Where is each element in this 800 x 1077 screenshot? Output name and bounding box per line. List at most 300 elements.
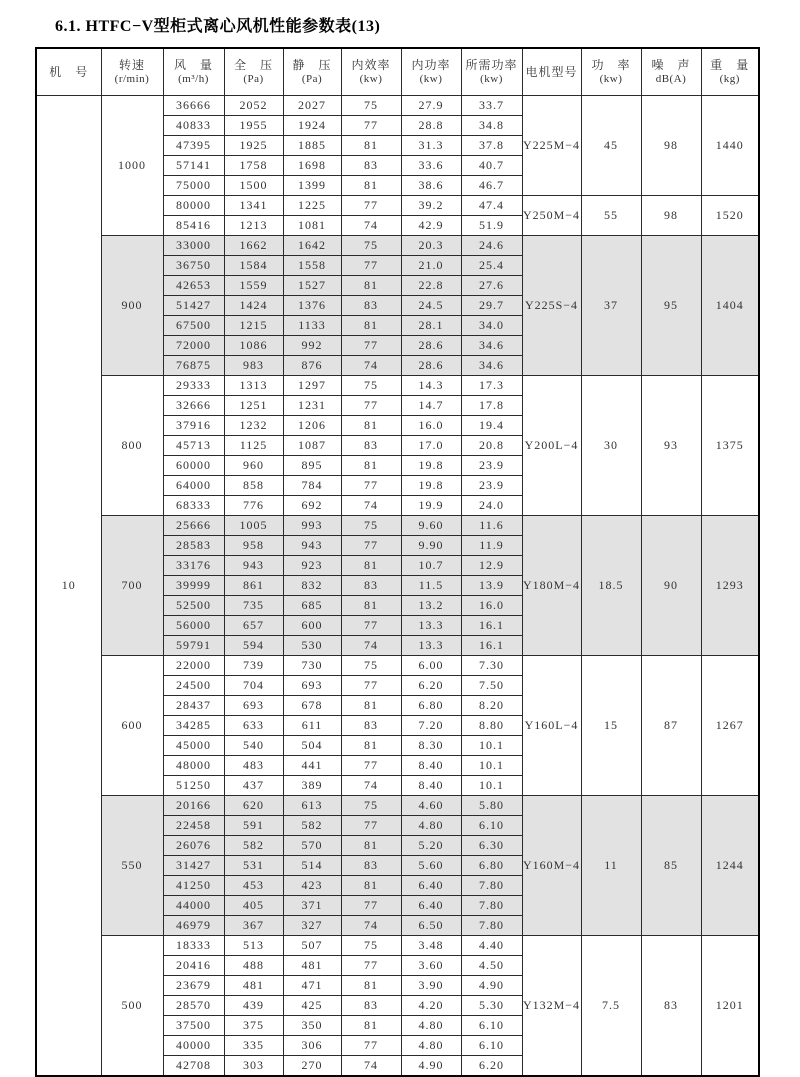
cell-flow: 24500 xyxy=(163,676,224,696)
cell-static-pressure: 514 xyxy=(283,856,341,876)
cell-static-pressure: 389 xyxy=(283,776,341,796)
cell-flow: 67500 xyxy=(163,316,224,336)
cell-speed: 900 xyxy=(101,236,163,376)
cell-static-pressure: 582 xyxy=(283,816,341,836)
cell-noise: 90 xyxy=(641,516,701,656)
cell-efficiency: 83 xyxy=(341,856,401,876)
cell-internal-power: 38.6 xyxy=(401,176,461,196)
cell-required-power: 24.0 xyxy=(461,496,522,516)
cell-noise: 98 xyxy=(641,196,701,236)
cell-weight: 1440 xyxy=(701,96,759,196)
fan-table-body xyxy=(36,48,759,1076)
cell-motor-model: Y132M−4 xyxy=(522,936,581,1077)
cell-efficiency: 83 xyxy=(341,436,401,456)
cell-internal-power: 28.1 xyxy=(401,316,461,336)
cell-static-pressure: 423 xyxy=(283,876,341,896)
cell-internal-power: 4.60 xyxy=(401,796,461,816)
cell-flow: 26076 xyxy=(163,836,224,856)
cell-motor-power: 30 xyxy=(581,376,641,516)
cell-total-pressure: 1500 xyxy=(224,176,283,196)
cell-efficiency: 74 xyxy=(341,496,401,516)
cell-internal-power: 6.40 xyxy=(401,876,461,896)
cell-efficiency: 77 xyxy=(341,616,401,636)
cell-required-power: 16.0 xyxy=(461,596,522,616)
cell-efficiency: 77 xyxy=(341,896,401,916)
col-header-total-pressure: 全 压 (Pa) xyxy=(224,48,283,96)
cell-required-power: 12.9 xyxy=(461,556,522,576)
cell-static-pressure: 1642 xyxy=(283,236,341,256)
cell-efficiency: 81 xyxy=(341,1016,401,1036)
cell-motor-model: Y160L−4 xyxy=(522,656,581,796)
cell-static-pressure: 692 xyxy=(283,496,341,516)
cell-flow: 48000 xyxy=(163,756,224,776)
cell-efficiency: 75 xyxy=(341,516,401,536)
cell-internal-power: 4.80 xyxy=(401,816,461,836)
cell-internal-power: 14.7 xyxy=(401,396,461,416)
col-header-machine-no: 机 号 xyxy=(36,48,101,96)
cell-static-pressure: 1399 xyxy=(283,176,341,196)
cell-static-pressure: 471 xyxy=(283,976,341,996)
cell-noise: 87 xyxy=(641,656,701,796)
cell-efficiency: 81 xyxy=(341,176,401,196)
cell-required-power: 11.9 xyxy=(461,536,522,556)
cell-flow: 37916 xyxy=(163,416,224,436)
cell-total-pressure: 531 xyxy=(224,856,283,876)
cell-total-pressure: 439 xyxy=(224,996,283,1016)
cell-internal-power: 9.90 xyxy=(401,536,461,556)
col-header-noise: 噪 声 dB(A) xyxy=(641,48,701,96)
cell-total-pressure: 1559 xyxy=(224,276,283,296)
col-header-required-power: 所需功率 (kw) xyxy=(461,48,522,96)
cell-total-pressure: 1086 xyxy=(224,336,283,356)
cell-flow: 18333 xyxy=(163,936,224,956)
cell-required-power: 24.6 xyxy=(461,236,522,256)
cell-internal-power: 4.20 xyxy=(401,996,461,1016)
cell-efficiency: 75 xyxy=(341,96,401,116)
cell-internal-power: 6.00 xyxy=(401,656,461,676)
cell-static-pressure: 923 xyxy=(283,556,341,576)
cell-flow: 28437 xyxy=(163,696,224,716)
cell-flow: 44000 xyxy=(163,896,224,916)
cell-internal-power: 42.9 xyxy=(401,216,461,236)
cell-static-pressure: 441 xyxy=(283,756,341,776)
cell-efficiency: 74 xyxy=(341,916,401,936)
cell-efficiency: 77 xyxy=(341,476,401,496)
cell-flow: 41250 xyxy=(163,876,224,896)
cell-noise: 83 xyxy=(641,936,701,1077)
cell-motor-model: Y160M−4 xyxy=(522,796,581,936)
cell-required-power: 27.6 xyxy=(461,276,522,296)
cell-internal-power: 14.3 xyxy=(401,376,461,396)
cell-motor-model: Y180M−4 xyxy=(522,516,581,656)
cell-internal-power: 39.2 xyxy=(401,196,461,216)
cell-static-pressure: 270 xyxy=(283,1056,341,1077)
cell-internal-power: 11.5 xyxy=(401,576,461,596)
cell-static-pressure: 730 xyxy=(283,656,341,676)
cell-total-pressure: 594 xyxy=(224,636,283,656)
cell-required-power: 16.1 xyxy=(461,636,522,656)
table-row xyxy=(36,656,759,676)
cell-required-power: 17.3 xyxy=(461,376,522,396)
cell-required-power: 8.80 xyxy=(461,716,522,736)
cell-motor-power: 45 xyxy=(581,96,641,196)
cell-static-pressure: 1558 xyxy=(283,256,341,276)
cell-speed: 550 xyxy=(101,796,163,936)
cell-efficiency: 81 xyxy=(341,316,401,336)
cell-efficiency: 83 xyxy=(341,716,401,736)
cell-static-pressure: 693 xyxy=(283,676,341,696)
cell-total-pressure: 582 xyxy=(224,836,283,856)
cell-total-pressure: 1125 xyxy=(224,436,283,456)
cell-total-pressure: 1251 xyxy=(224,396,283,416)
cell-total-pressure: 1232 xyxy=(224,416,283,436)
cell-required-power: 5.30 xyxy=(461,996,522,1016)
cell-required-power: 4.50 xyxy=(461,956,522,976)
cell-internal-power: 5.60 xyxy=(401,856,461,876)
cell-internal-power: 4.90 xyxy=(401,1056,461,1077)
cell-internal-power: 4.80 xyxy=(401,1036,461,1056)
table-row xyxy=(36,936,759,956)
cell-noise: 98 xyxy=(641,96,701,196)
cell-speed: 1000 xyxy=(101,96,163,236)
cell-static-pressure: 876 xyxy=(283,356,341,376)
cell-flow: 59791 xyxy=(163,636,224,656)
cell-total-pressure: 591 xyxy=(224,816,283,836)
cell-required-power: 34.6 xyxy=(461,336,522,356)
col-header-motor-model: 电机型号 xyxy=(522,48,581,96)
cell-flow: 28570 xyxy=(163,996,224,1016)
cell-required-power: 5.80 xyxy=(461,796,522,816)
cell-internal-power: 16.0 xyxy=(401,416,461,436)
cell-internal-power: 6.40 xyxy=(401,896,461,916)
cell-static-pressure: 993 xyxy=(283,516,341,536)
cell-required-power: 7.80 xyxy=(461,896,522,916)
cell-total-pressure: 483 xyxy=(224,756,283,776)
cell-flow: 42653 xyxy=(163,276,224,296)
cell-internal-power: 10.7 xyxy=(401,556,461,576)
cell-flow: 23679 xyxy=(163,976,224,996)
cell-total-pressure: 437 xyxy=(224,776,283,796)
cell-motor-power: 18.5 xyxy=(581,516,641,656)
cell-efficiency: 75 xyxy=(341,796,401,816)
cell-flow: 52500 xyxy=(163,596,224,616)
cell-efficiency: 75 xyxy=(341,376,401,396)
cell-speed: 500 xyxy=(101,936,163,1077)
cell-total-pressure: 693 xyxy=(224,696,283,716)
table-row xyxy=(36,96,759,116)
cell-efficiency: 77 xyxy=(341,336,401,356)
cell-weight: 1520 xyxy=(701,196,759,236)
cell-flow: 85416 xyxy=(163,216,224,236)
cell-internal-power: 19.8 xyxy=(401,476,461,496)
cell-efficiency: 74 xyxy=(341,216,401,236)
cell-efficiency: 81 xyxy=(341,876,401,896)
cell-total-pressure: 739 xyxy=(224,656,283,676)
cell-flow: 51427 xyxy=(163,296,224,316)
cell-total-pressure: 1662 xyxy=(224,236,283,256)
cell-static-pressure: 507 xyxy=(283,936,341,956)
cell-speed: 600 xyxy=(101,656,163,796)
cell-required-power: 29.7 xyxy=(461,296,522,316)
cell-speed: 700 xyxy=(101,516,163,656)
cell-flow: 60000 xyxy=(163,456,224,476)
cell-flow: 20416 xyxy=(163,956,224,976)
cell-flow: 28583 xyxy=(163,536,224,556)
cell-required-power: 6.10 xyxy=(461,816,522,836)
cell-required-power: 13.9 xyxy=(461,576,522,596)
cell-required-power: 4.90 xyxy=(461,976,522,996)
cell-required-power: 8.20 xyxy=(461,696,522,716)
cell-flow: 46979 xyxy=(163,916,224,936)
cell-efficiency: 81 xyxy=(341,416,401,436)
cell-required-power: 6.10 xyxy=(461,1036,522,1056)
cell-weight: 1267 xyxy=(701,656,759,796)
cell-flow: 51250 xyxy=(163,776,224,796)
cell-flow: 22000 xyxy=(163,656,224,676)
cell-efficiency: 83 xyxy=(341,576,401,596)
cell-required-power: 6.10 xyxy=(461,1016,522,1036)
cell-required-power: 16.1 xyxy=(461,616,522,636)
cell-flow: 40833 xyxy=(163,116,224,136)
cell-efficiency: 75 xyxy=(341,656,401,676)
cell-internal-power: 8.30 xyxy=(401,736,461,756)
cell-required-power: 46.7 xyxy=(461,176,522,196)
cell-flow: 40000 xyxy=(163,1036,224,1056)
cell-static-pressure: 1698 xyxy=(283,156,341,176)
fan-table xyxy=(35,47,760,1077)
table-row xyxy=(36,516,759,536)
cell-flow: 36666 xyxy=(163,96,224,116)
cell-total-pressure: 405 xyxy=(224,896,283,916)
cell-internal-power: 5.20 xyxy=(401,836,461,856)
cell-total-pressure: 540 xyxy=(224,736,283,756)
cell-internal-power: 8.40 xyxy=(401,756,461,776)
cell-flow: 34285 xyxy=(163,716,224,736)
cell-internal-power: 6.50 xyxy=(401,916,461,936)
cell-efficiency: 81 xyxy=(341,556,401,576)
cell-flow: 68333 xyxy=(163,496,224,516)
cell-required-power: 23.9 xyxy=(461,456,522,476)
cell-total-pressure: 1584 xyxy=(224,256,283,276)
cell-required-power: 6.80 xyxy=(461,856,522,876)
page-title: 6.1. HTFC−V型柜式离心风机性能参数表(13) xyxy=(55,18,381,35)
cell-internal-power: 7.20 xyxy=(401,716,461,736)
table-row xyxy=(36,236,759,256)
cell-total-pressure: 513 xyxy=(224,936,283,956)
cell-required-power: 34.8 xyxy=(461,116,522,136)
cell-required-power: 47.4 xyxy=(461,196,522,216)
cell-static-pressure: 600 xyxy=(283,616,341,636)
cell-internal-power: 17.0 xyxy=(401,436,461,456)
cell-internal-power: 3.90 xyxy=(401,976,461,996)
cell-required-power: 23.9 xyxy=(461,476,522,496)
cell-efficiency: 74 xyxy=(341,636,401,656)
cell-flow: 56000 xyxy=(163,616,224,636)
cell-noise: 93 xyxy=(641,376,701,516)
cell-speed: 800 xyxy=(101,376,163,516)
cell-efficiency: 77 xyxy=(341,1036,401,1056)
cell-flow: 31427 xyxy=(163,856,224,876)
cell-motor-power: 55 xyxy=(581,196,641,236)
cell-static-pressure: 2027 xyxy=(283,96,341,116)
cell-total-pressure: 375 xyxy=(224,1016,283,1036)
cell-required-power: 20.8 xyxy=(461,436,522,456)
cell-static-pressure: 895 xyxy=(283,456,341,476)
cell-flow: 75000 xyxy=(163,176,224,196)
cell-motor-model: Y250M−4 xyxy=(522,196,581,236)
cell-static-pressure: 1297 xyxy=(283,376,341,396)
cell-static-pressure: 425 xyxy=(283,996,341,1016)
cell-internal-power: 27.9 xyxy=(401,96,461,116)
cell-static-pressure: 1231 xyxy=(283,396,341,416)
cell-total-pressure: 858 xyxy=(224,476,283,496)
cell-flow: 47395 xyxy=(163,136,224,156)
cell-motor-power: 11 xyxy=(581,796,641,936)
cell-total-pressure: 776 xyxy=(224,496,283,516)
cell-efficiency: 83 xyxy=(341,156,401,176)
cell-motor-power: 7.5 xyxy=(581,936,641,1077)
cell-required-power: 10.1 xyxy=(461,756,522,776)
cell-static-pressure: 1133 xyxy=(283,316,341,336)
cell-static-pressure: 611 xyxy=(283,716,341,736)
cell-static-pressure: 327 xyxy=(283,916,341,936)
cell-total-pressure: 943 xyxy=(224,556,283,576)
cell-total-pressure: 481 xyxy=(224,976,283,996)
cell-efficiency: 77 xyxy=(341,396,401,416)
cell-flow: 22458 xyxy=(163,816,224,836)
cell-static-pressure: 1527 xyxy=(283,276,341,296)
cell-weight: 1404 xyxy=(701,236,759,376)
cell-flow: 29333 xyxy=(163,376,224,396)
cell-internal-power: 28.6 xyxy=(401,336,461,356)
cell-internal-power: 24.5 xyxy=(401,296,461,316)
cell-total-pressure: 983 xyxy=(224,356,283,376)
cell-weight: 1293 xyxy=(701,516,759,656)
cell-static-pressure: 1087 xyxy=(283,436,341,456)
cell-motor-model: Y200L−4 xyxy=(522,376,581,516)
cell-internal-power: 20.3 xyxy=(401,236,461,256)
cell-flow: 45713 xyxy=(163,436,224,456)
cell-efficiency: 77 xyxy=(341,116,401,136)
cell-total-pressure: 1213 xyxy=(224,216,283,236)
cell-required-power: 33.7 xyxy=(461,96,522,116)
cell-required-power: 19.4 xyxy=(461,416,522,436)
cell-internal-power: 31.3 xyxy=(401,136,461,156)
cell-static-pressure: 1225 xyxy=(283,196,341,216)
cell-internal-power: 6.80 xyxy=(401,696,461,716)
cell-total-pressure: 1925 xyxy=(224,136,283,156)
cell-internal-power: 8.40 xyxy=(401,776,461,796)
cell-flow: 33000 xyxy=(163,236,224,256)
cell-required-power: 37.8 xyxy=(461,136,522,156)
cell-required-power: 10.1 xyxy=(461,776,522,796)
cell-internal-power: 9.60 xyxy=(401,516,461,536)
cell-static-pressure: 832 xyxy=(283,576,341,596)
cell-motor-model: Y225M−4 xyxy=(522,96,581,196)
cell-noise: 95 xyxy=(641,236,701,376)
cell-flow: 42708 xyxy=(163,1056,224,1077)
cell-total-pressure: 704 xyxy=(224,676,283,696)
cell-static-pressure: 678 xyxy=(283,696,341,716)
cell-internal-power: 3.48 xyxy=(401,936,461,956)
cell-total-pressure: 1313 xyxy=(224,376,283,396)
cell-static-pressure: 943 xyxy=(283,536,341,556)
cell-static-pressure: 1885 xyxy=(283,136,341,156)
cell-efficiency: 77 xyxy=(341,956,401,976)
cell-efficiency: 81 xyxy=(341,276,401,296)
cell-machine-no: 10 xyxy=(36,96,101,1077)
cell-efficiency: 81 xyxy=(341,976,401,996)
cell-flow: 20166 xyxy=(163,796,224,816)
cell-efficiency: 81 xyxy=(341,736,401,756)
table-row xyxy=(36,796,759,816)
col-header-internal-power: 内功率 (kw) xyxy=(401,48,461,96)
cell-required-power: 51.9 xyxy=(461,216,522,236)
cell-motor-power: 37 xyxy=(581,236,641,376)
cell-flow: 80000 xyxy=(163,196,224,216)
cell-efficiency: 77 xyxy=(341,816,401,836)
header-row xyxy=(36,48,759,96)
cell-static-pressure: 685 xyxy=(283,596,341,616)
cell-static-pressure: 1924 xyxy=(283,116,341,136)
cell-total-pressure: 2052 xyxy=(224,96,283,116)
cell-required-power: 34.0 xyxy=(461,316,522,336)
cell-internal-power: 3.60 xyxy=(401,956,461,976)
table-row xyxy=(36,376,759,396)
cell-efficiency: 83 xyxy=(341,296,401,316)
cell-efficiency: 75 xyxy=(341,236,401,256)
cell-efficiency: 83 xyxy=(341,996,401,1016)
cell-static-pressure: 1081 xyxy=(283,216,341,236)
cell-internal-power: 13.2 xyxy=(401,596,461,616)
cell-static-pressure: 530 xyxy=(283,636,341,656)
cell-internal-power: 4.80 xyxy=(401,1016,461,1036)
col-header-static-pressure: 静 压 (Pa) xyxy=(283,48,341,96)
cell-weight: 1375 xyxy=(701,376,759,516)
cell-noise: 85 xyxy=(641,796,701,936)
cell-internal-power: 21.0 xyxy=(401,256,461,276)
cell-efficiency: 77 xyxy=(341,756,401,776)
cell-total-pressure: 1758 xyxy=(224,156,283,176)
cell-total-pressure: 1341 xyxy=(224,196,283,216)
col-header-efficiency: 内效率 (kw) xyxy=(341,48,401,96)
cell-efficiency: 81 xyxy=(341,696,401,716)
cell-total-pressure: 453 xyxy=(224,876,283,896)
cell-internal-power: 19.9 xyxy=(401,496,461,516)
cell-total-pressure: 1005 xyxy=(224,516,283,536)
cell-flow: 57141 xyxy=(163,156,224,176)
cell-total-pressure: 1424 xyxy=(224,296,283,316)
cell-total-pressure: 958 xyxy=(224,536,283,556)
cell-motor-power: 15 xyxy=(581,656,641,796)
cell-efficiency: 77 xyxy=(341,536,401,556)
cell-required-power: 11.6 xyxy=(461,516,522,536)
cell-static-pressure: 371 xyxy=(283,896,341,916)
cell-total-pressure: 960 xyxy=(224,456,283,476)
cell-total-pressure: 735 xyxy=(224,596,283,616)
cell-required-power: 25.4 xyxy=(461,256,522,276)
cell-flow: 36750 xyxy=(163,256,224,276)
cell-required-power: 4.40 xyxy=(461,936,522,956)
cell-required-power: 7.80 xyxy=(461,916,522,936)
cell-weight: 1244 xyxy=(701,796,759,936)
col-header-speed: 转速 (r/min) xyxy=(101,48,163,96)
cell-efficiency: 77 xyxy=(341,676,401,696)
cell-total-pressure: 488 xyxy=(224,956,283,976)
cell-required-power: 17.8 xyxy=(461,396,522,416)
cell-required-power: 34.6 xyxy=(461,356,522,376)
cell-required-power: 40.7 xyxy=(461,156,522,176)
